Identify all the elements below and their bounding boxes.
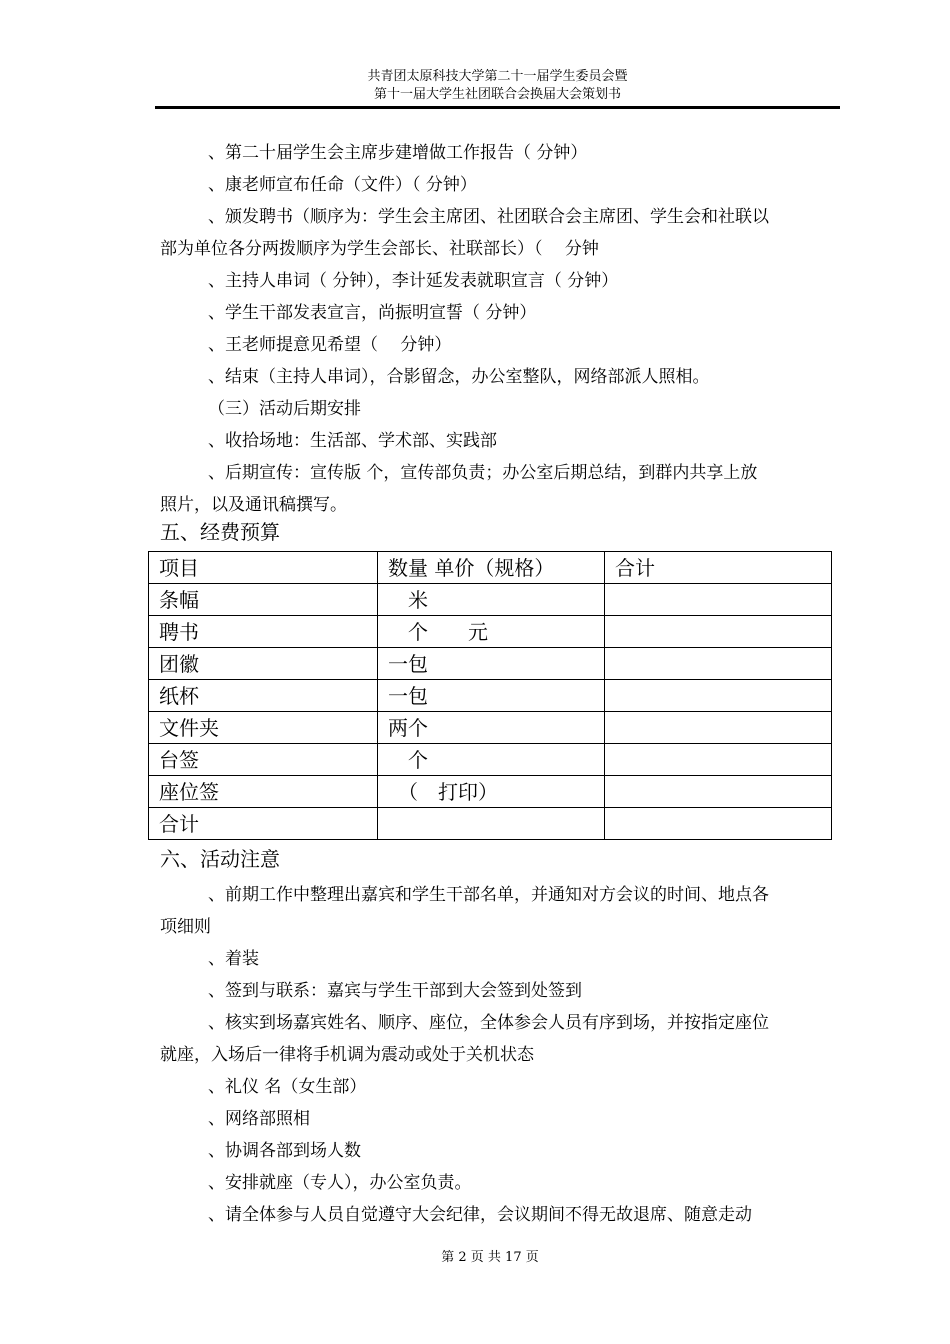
table-row bbox=[149, 776, 832, 808]
table-row bbox=[149, 808, 832, 840]
table-cell: 两个 bbox=[378, 712, 605, 744]
table-cell: 纸杯 bbox=[149, 680, 378, 712]
note-item: 项细则 bbox=[160, 917, 211, 937]
table-row bbox=[149, 680, 832, 712]
table-cell: 文件夹 bbox=[149, 712, 378, 744]
note-item: 、网络部照相 bbox=[208, 1109, 310, 1129]
table-cell: 一包 bbox=[378, 680, 605, 712]
procedure-item: 、后期宣传：宣传版 个，宣传部负责；办公室后期总结，到群内共享上放 bbox=[208, 463, 758, 483]
table-row bbox=[149, 584, 832, 616]
header-rule bbox=[155, 106, 840, 109]
note-item: 、礼仪 名（女生部） bbox=[208, 1077, 367, 1097]
table-cell: 条幅 bbox=[149, 584, 378, 616]
table-cell: 一包 bbox=[378, 648, 605, 680]
procedure-item: 、第二十届学生会主席步建增做工作报告（ 分钟） bbox=[208, 143, 588, 163]
budget-heading: 五、经费预算 bbox=[160, 520, 280, 544]
table-cell: 台签 bbox=[149, 744, 378, 776]
table-cell: 个 bbox=[378, 744, 605, 776]
table-cell: 聘书 bbox=[149, 616, 378, 648]
procedure-item: 、颁发聘书（顺序为：学生会主席团、社团联合会主席团、学生会和社联以 bbox=[208, 207, 769, 227]
header-line-2: 第十一届大学生社团联合会换届大会策划书 bbox=[373, 87, 621, 102]
note-item: 、协调各部到场人数 bbox=[208, 1141, 361, 1161]
table-header-row bbox=[149, 552, 832, 584]
table-cell bbox=[605, 648, 832, 680]
note-item: 、着装 bbox=[208, 949, 259, 969]
table-cell bbox=[605, 776, 832, 808]
note-item: 、前期工作中整理出嘉宾和学生干部名单，并通知对方会议的时间、地点各 bbox=[208, 885, 769, 905]
table-cell bbox=[605, 744, 832, 776]
header-cell: 数量 单价（规格） bbox=[378, 552, 605, 584]
table-cell: 米 bbox=[378, 584, 605, 616]
notes-heading: 六、活动注意 bbox=[160, 847, 280, 871]
budget-table bbox=[148, 551, 832, 840]
table-row bbox=[149, 744, 832, 776]
procedure-item: 部为单位各分两拨顺序为学生会部长、社联部长）（ 分钟 bbox=[160, 239, 599, 259]
procedure-item: 、主持人串词（ 分钟），李计延发表就职宣言（ 分钟） bbox=[208, 271, 619, 291]
table-cell bbox=[605, 616, 832, 648]
procedure-item: 、结束（主持人串词），合影留念，办公室整队，网络部派人照相。 bbox=[208, 367, 710, 387]
table-cell bbox=[605, 712, 832, 744]
note-item: 就座，入场后一律将手机调为震动或处于关机状态 bbox=[160, 1045, 534, 1065]
table-cell: 合计 bbox=[149, 808, 378, 840]
note-item: 、安排就座（专人），办公室负责。 bbox=[208, 1173, 472, 1193]
procedure-item: 、王老师提意见希望（ 分钟） bbox=[208, 335, 452, 355]
table-row bbox=[149, 712, 832, 744]
header-line-1: 共青团太原科技大学第二十一届学生委员会暨 bbox=[367, 69, 628, 84]
procedure-item: 照片，以及通讯稿撰写。 bbox=[160, 495, 347, 515]
subsection-heading: （三）活动后期安排 bbox=[208, 399, 361, 419]
table-row bbox=[149, 648, 832, 680]
table-cell bbox=[605, 584, 832, 616]
table-cell bbox=[378, 808, 605, 840]
table-cell: 个 元 bbox=[378, 616, 605, 648]
table-cell bbox=[605, 808, 832, 840]
note-item: 、核实到场嘉宾姓名、顺序、座位，全体参会人员有序到场，并按指定座位 bbox=[208, 1013, 769, 1033]
procedure-item: 、收拾场地：生活部、学术部、实践部 bbox=[208, 431, 497, 451]
procedure-item: 、学生干部发表宣言，尚振明宣誓（ 分钟） bbox=[208, 303, 537, 323]
table-row bbox=[149, 616, 832, 648]
header-cell: 项目 bbox=[149, 552, 378, 584]
note-item: 、签到与联系：嘉宾与学生干部到大会签到处签到 bbox=[208, 981, 582, 1001]
page-header bbox=[155, 68, 840, 104]
header-cell: 合计 bbox=[605, 552, 832, 584]
table-cell: 座位签 bbox=[149, 776, 378, 808]
table-cell bbox=[605, 680, 832, 712]
table-cell: （ 打印） bbox=[378, 776, 605, 808]
page-number: 第 2 页 共 17 页 bbox=[441, 1250, 539, 1265]
note-item: 、请全体参与人员自觉遵守大会纪律，会议期间不得无故退席、随意走动 bbox=[208, 1205, 752, 1225]
table-cell: 团徽 bbox=[149, 648, 378, 680]
procedure-item: 、康老师宣布任命（文件）（ 分钟） bbox=[208, 175, 477, 195]
